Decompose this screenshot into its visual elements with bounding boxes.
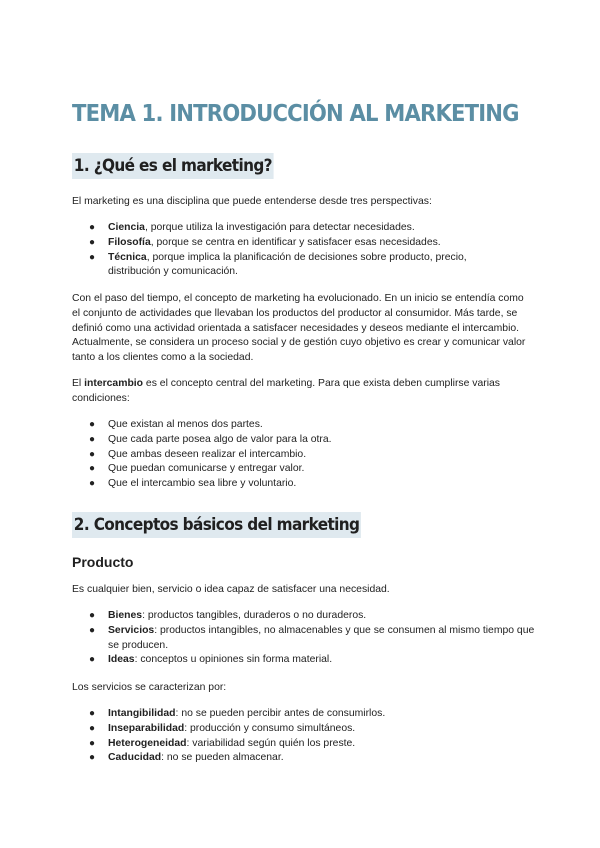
term-description: : productos intangibles, no almacenables y que se consumen al mismo tiempo que se producen. [108, 624, 535, 651]
term: Ideas [108, 654, 135, 666]
item-text: Que ambas deseen realizar el intercambio. [108, 448, 307, 460]
list-item [72, 751, 532, 766]
services-intro: Los servicios se caracterizan por: [72, 682, 227, 693]
list-item [72, 236, 532, 251]
bullet-icon: ● [89, 448, 96, 460]
term: Ciencia [108, 222, 145, 233]
section-1-intro: El marketing es una disciplina que puede entenderse desde tres perspectivas: [72, 196, 432, 207]
list-item [72, 737, 532, 752]
list-item [72, 221, 532, 236]
service-traits-list [72, 707, 532, 766]
perspectives-list [72, 221, 532, 280]
bullet-icon: ● [89, 722, 96, 734]
list-item [72, 433, 532, 448]
list-item [72, 722, 532, 737]
list-item [72, 477, 532, 492]
text: es el concepto central del marketing. Para que exista deben cumplirse varias condiciones: [72, 378, 500, 404]
bullet-icon: ● [89, 737, 96, 749]
term-description: : no se pueden almacenar. [161, 752, 284, 764]
item-text: Que existan al menos dos partes. [108, 419, 263, 430]
item-text: Que cada parte posea algo de valor para la otra. [108, 433, 332, 445]
product-types-list [72, 609, 535, 668]
list-item [72, 448, 532, 463]
term: Intangibilidad [108, 708, 176, 719]
bullet-icon: ● [89, 708, 96, 719]
term-description: , porque implica la planificación de decisiones sobre producto, precio, distribución y comunicación. [108, 251, 467, 278]
item-text: Que el intercambio sea libre y voluntario. [108, 478, 297, 490]
bullet-icon: ● [89, 222, 96, 233]
list-item [72, 707, 532, 722]
bullet-icon: ● [89, 433, 96, 445]
term-description: , porque utiliza la investigación para detectar necesidades. [144, 222, 415, 233]
bullet-icon: ● [89, 654, 96, 666]
bullet-icon: ● [89, 752, 96, 764]
list-item [72, 653, 532, 668]
term-description: , porque se centra en identificar y satisfacer esas necesidades. [150, 236, 441, 248]
bullet-icon: ● [89, 624, 96, 636]
term: Bienes [108, 610, 143, 621]
term-description: : variabilidad según quién los preste. [186, 737, 356, 749]
bullet-icon: ● [89, 478, 96, 490]
term-description: : producción y consumo simultáneos. [184, 722, 356, 734]
section-1-heading: 1. ¿Qué es el marketing? [72, 153, 274, 179]
list-item [72, 418, 532, 433]
product-subheading: Producto [72, 554, 134, 570]
item-text: Que puedan comunicarse y entregar valor. [108, 463, 305, 475]
term: Heterogeneidad [108, 737, 187, 749]
list-item [72, 462, 532, 477]
bullet-icon: ● [89, 236, 96, 248]
term: intercambio [84, 378, 144, 389]
text: El [72, 378, 85, 389]
term-description: : conceptos u opiniones sin forma material. [134, 654, 333, 666]
term-description: : productos tangibles, duraderos o no duraderos. [142, 610, 367, 621]
term: Filosofía [108, 236, 151, 248]
term: Inseparabilidad [108, 722, 185, 734]
product-definition: Es cualquier bien, servicio o idea capaz de satisfacer una necesidad. [72, 584, 390, 595]
term-description: : no se pueden percibir antes de consumirlos. [175, 708, 386, 719]
evolution-paragraph: Con el paso del tiempo, el concepto de marketing ha evolucionado. En un inicio se entendía como el conjunto de actividades que llevaban los productos del productor al consumidor. Más tarde, se definió como una actividad orientada a satisfacer necesidades y deseos mediante el intercambio. Actualmente, se considera un proceso social y de gestión cuyo objetivo es crear y comunicar valor tanto a los clientes como a la sociedad. [72, 293, 526, 364]
page-title: TEMA 1. INTRODUCCIÓN AL MARKETING [72, 101, 519, 127]
bullet-icon: ● [89, 610, 96, 621]
conditions-list [72, 418, 532, 492]
list-item [72, 609, 532, 624]
exchange-paragraph [72, 377, 512, 407]
bullet-icon: ● [89, 463, 96, 475]
section-2-heading: 2. Conceptos básicos del marketing [72, 512, 361, 538]
list-item [72, 624, 548, 654]
list-item [72, 251, 478, 281]
bullet-icon: ● [89, 251, 96, 263]
term: Técnica [108, 251, 147, 263]
term: Servicios [108, 624, 155, 636]
term: Caducidad [108, 752, 162, 764]
bullet-icon: ● [89, 419, 96, 430]
